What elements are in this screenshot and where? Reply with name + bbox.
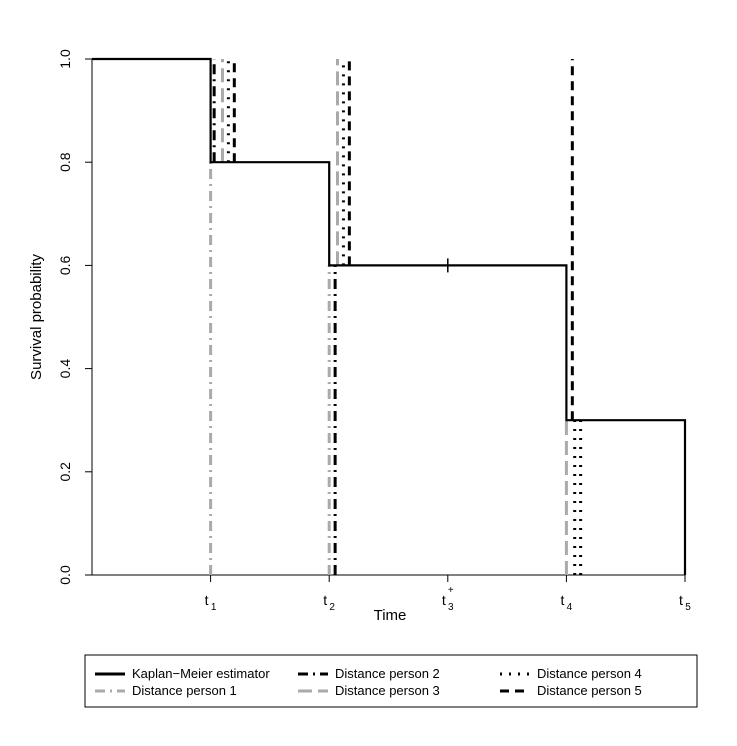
y-tick-label: 0.4 [57, 358, 73, 379]
y-tick-label: 1.0 [57, 49, 73, 69]
x-tick-label-subscript: 3 [448, 602, 454, 613]
legend-label: Distance person 4 [537, 666, 642, 681]
x-tick-label-subscript: 1 [210, 602, 217, 613]
x-tick-label-subscript: 5 [685, 602, 691, 613]
x-tick-label-subscript: 4 [566, 602, 573, 613]
legend-label: Distance person 5 [537, 683, 642, 698]
legend-label: Kaplan−Meier estimator [132, 666, 270, 681]
x-tick-label-base: t [204, 592, 209, 608]
y-axis-title: Survival probability [28, 254, 45, 380]
x-tick-label-base: t [560, 592, 565, 608]
x-tick-label-subscript: 2 [329, 602, 335, 613]
y-tick-label: 0.6 [57, 255, 73, 276]
y-tick-label: 0.0 [57, 565, 73, 585]
legend-label: Distance person 1 [132, 683, 237, 698]
y-tick-label: 0.8 [57, 152, 73, 172]
legend-label: Distance person 2 [335, 666, 440, 681]
x-tick-label-base: t [441, 592, 446, 608]
y-tick-label: 0.2 [57, 462, 73, 482]
x-tick-label-base: t [679, 592, 683, 608]
x-tick-label-superscript: + [447, 585, 454, 596]
x-tick-label-base: t [323, 592, 328, 608]
x-axis-title: Time [373, 607, 407, 624]
legend-label: Distance person 3 [335, 683, 440, 698]
